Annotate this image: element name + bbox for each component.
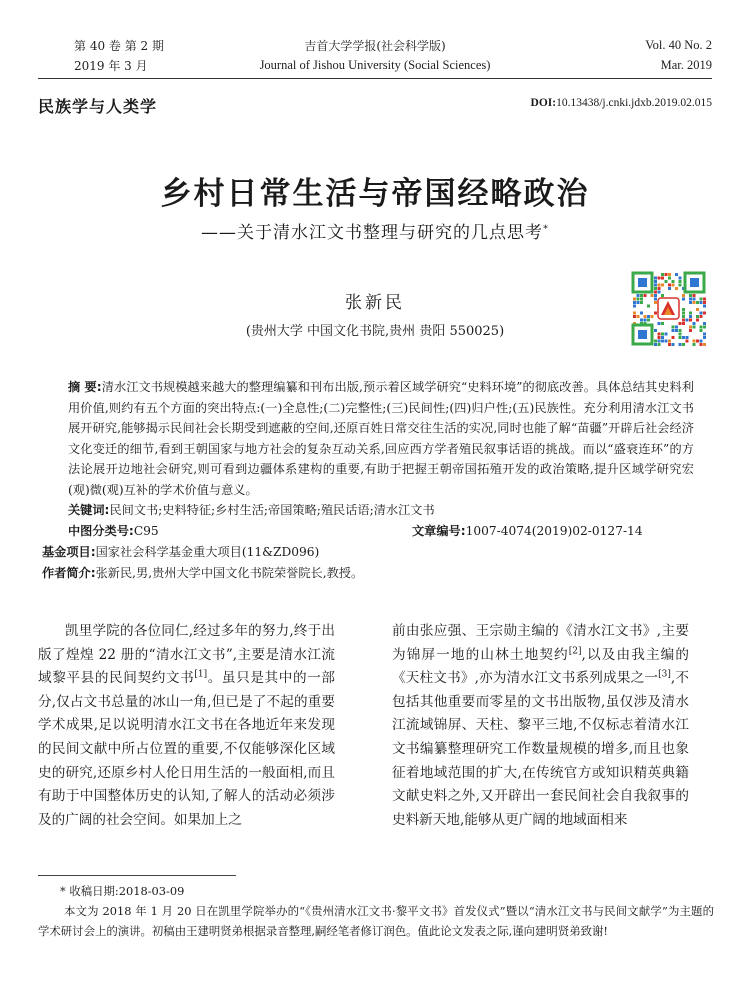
qr-module [637, 301, 640, 304]
qr-module [679, 280, 682, 283]
qr-module [665, 280, 668, 283]
qr-module [633, 312, 636, 315]
abstract-label: 摘 要: [68, 380, 102, 394]
qr-module [668, 277, 671, 280]
qr-module [703, 322, 706, 325]
qr-module [703, 305, 706, 308]
abstract [68, 377, 694, 501]
qr-module [703, 343, 706, 346]
qr-module [686, 340, 689, 343]
qr-module [682, 298, 685, 301]
qr-module [672, 343, 675, 346]
qr-module [700, 298, 703, 301]
qr-module [672, 329, 675, 332]
qr-module [703, 298, 706, 301]
qr-module [658, 284, 661, 287]
qr-module [682, 322, 685, 325]
qr-module [668, 273, 671, 276]
qr-module [668, 343, 671, 346]
qr-module [689, 312, 692, 315]
qr-module [693, 294, 696, 297]
qr-module [661, 336, 664, 339]
qr-module [703, 301, 706, 304]
qr-module [647, 319, 650, 322]
qr-module [679, 333, 682, 336]
qr-module [661, 284, 664, 287]
qr-module [647, 315, 650, 318]
date-en: Mar. 2019 [660, 58, 712, 72]
qr-module [637, 294, 640, 297]
qr-module [696, 319, 699, 322]
qr-module [654, 291, 657, 294]
qr-module [654, 280, 657, 283]
qr-code-icon [630, 270, 707, 347]
qr-module [654, 284, 657, 287]
qr-module [696, 301, 699, 304]
body-right-p3: ,不包括其他重要而零星的文书出版物,虽仅涉及清水江流域锦屏、天柱、黎平三地,不仅标志着清水江文书编纂整理研究工作数量规模的增多,而且也象征着地域范围的扩大,在传统官方或知识精英典籍文献史料之外,又开辟出一套民间社会自我叙事的史料新天地,能够从更广阔的地域面相来 [392, 670, 689, 828]
qr-module [661, 333, 664, 336]
journal-logo-icon [658, 298, 679, 319]
qr-module [654, 301, 657, 304]
abstract-text: 清水江文书规模越来越大的整理编纂和刊布出版,预示着区域学研究“史料环境”的彻底改善。具体总结其史料利用价值,则约有五个方面的突出特点:(一)全息性;(二)完整性;(三)民间性;(四)归户性;(五)民族性。充分利用清水江文书展开研究,能够揭示民间社会长期受到遮蔽的空间,还原百姓日常交往生活的实况,同时也能了解“苗疆”开辟后社会经济文化变迁的细节,看到王朝国家与地方社会的复杂互动关系,回应西方学者殖民叙事话语的挑战。而以“盛衰连环”的方法论展开边地社会研究,则可看到边疆体系建构的重要,有助于把握王朝帝国拓殖开发的政治策略,提升区域学研究宏(观)微(观)互补的学术价值与意义。 [68, 380, 694, 497]
qr-module [682, 294, 685, 297]
qr-module [658, 277, 661, 280]
header-rule [38, 78, 712, 79]
qr-module [654, 277, 657, 280]
qr-module [658, 336, 661, 339]
author-bio-text: 张新民,男,贵州大学中国文化书院荣誉院长,教授。 [95, 566, 364, 580]
qr-module [675, 273, 678, 276]
volume-en: Vol. 40 No. 2 [645, 38, 712, 52]
classification-value: C95 [133, 524, 159, 538]
qr-module [700, 329, 703, 332]
qr-module [693, 340, 696, 343]
qr-module [700, 312, 703, 315]
classification-label: 中图分类号: [68, 524, 134, 538]
qr-module [689, 329, 692, 332]
qr-module [682, 336, 685, 339]
author-bio-label: 作者简介: [42, 566, 96, 580]
article-subtitle [0, 218, 750, 243]
qr-module [682, 319, 685, 322]
footnote-note: 本文为 2018 年 1 月 20 日在凯里学院举办的“《贵州清水江文书·黎平文书》首发仪式”暨以“清水江文书与民间文献学”为主题的学术研讨会上的演讲。初稿由王建明贤弟根据录音整理,嗣经笔者修订润色。值此论文发表之际,谨向建明贤弟致谢! [38, 904, 714, 938]
author-affiliation: (贵州大学 中国文化书院,贵州 贵阳 550025) [245, 324, 505, 339]
qr-module [679, 329, 682, 332]
qr-module [689, 319, 692, 322]
qr-module [654, 343, 657, 346]
qr-module [658, 287, 661, 290]
qr-module [661, 322, 664, 325]
doi-value: 10.13438/j.cnki.jdxb.2019.02.015 [556, 97, 712, 109]
qr-module [633, 305, 636, 308]
qr-module [633, 301, 636, 304]
qr-module [689, 298, 692, 301]
author-name: 张新民 [345, 293, 405, 313]
qr-module [679, 343, 682, 346]
footnote-rule [38, 875, 236, 876]
author-bio [42, 563, 702, 584]
qr-module [675, 326, 678, 329]
qr-module [696, 315, 699, 318]
qr-module [689, 326, 692, 329]
qr-module [700, 343, 703, 346]
qr-module [703, 336, 706, 339]
subtitle-footnote-mark: * [543, 223, 549, 235]
article-number [412, 521, 702, 542]
qr-module [651, 294, 654, 297]
qr-module [633, 298, 636, 301]
qr-module [668, 284, 671, 287]
qr-module [640, 312, 643, 315]
qr-module [654, 340, 657, 343]
qr-module [703, 312, 706, 315]
qr-module [637, 298, 640, 301]
qr-module [658, 333, 661, 336]
qr-module [679, 284, 682, 287]
article-title: 乡村日常生活与帝国经略政治 [160, 176, 590, 212]
qr-module [665, 333, 668, 336]
qr-module [651, 315, 654, 318]
qr-module [682, 343, 685, 346]
qr-module [700, 301, 703, 304]
qr-module [647, 305, 650, 308]
qr-module [661, 340, 664, 343]
qr-module [665, 273, 668, 276]
qr-module [672, 336, 675, 339]
qr-module [703, 326, 706, 329]
date-cn: 2019 年 3 月 [74, 59, 148, 73]
ref-3[interactable]: [3] [658, 669, 671, 680]
qr-module [644, 319, 647, 322]
doi [440, 97, 712, 109]
classification [68, 521, 368, 542]
body-right-p1: 前由张应强、王宗勋主编的《清水江文书》,主要为锦屏一地的山林土地契约 [392, 623, 689, 663]
body-right-p2: ,以及由我主编的《天柱文书》,亦为清水江文书系列成果之一 [392, 646, 689, 687]
qr-module [682, 315, 685, 318]
article-number-value: 1007-4074(2019)02-0127-14 [465, 524, 643, 538]
qr-module [700, 326, 703, 329]
body-left-column [38, 620, 335, 832]
qr-module [637, 315, 640, 318]
body-right-column [392, 620, 689, 832]
qr-module [689, 315, 692, 318]
qr-module [689, 294, 692, 297]
qr-module [640, 298, 643, 301]
body-left-p1: 凯里学院的各位同仁,经过多年的努力,终于出版了煌煌 22 册的“清水江文书”,主要是清水江流域黎平县的民间契约文书 [38, 623, 335, 687]
qr-module [693, 322, 696, 325]
journal-title-cn: 吉首大学学报(社会科学版) [304, 39, 446, 53]
qr-module [668, 340, 671, 343]
qr-module [640, 294, 643, 297]
qr-module [693, 326, 696, 329]
qr-module [675, 287, 678, 290]
qr-module [675, 329, 678, 332]
footnote-received: * 收稿日期:2018-03-09 [60, 884, 185, 898]
ref-2[interactable]: [2] [568, 646, 582, 657]
section-label: 民族学与人类学 [38, 97, 158, 116]
subtitle-text: ——关于清水江文书整理与研究的几点思考 [201, 223, 543, 243]
qr-module [672, 280, 675, 283]
qr-module [633, 315, 636, 318]
keywords [68, 500, 694, 521]
keywords-text: 民间文书;史料特征;乡村生活;帝国策略;殖民话语;清水江文书 [109, 503, 435, 517]
qr-module [682, 312, 685, 315]
fund-label: 基金项目: [42, 545, 96, 559]
qr-module [700, 315, 703, 318]
qr-module [654, 287, 657, 290]
qr-module [679, 277, 682, 280]
keywords-label: 关键词: [68, 503, 110, 517]
qr-module [644, 294, 647, 297]
journal-title-en: Journal of Jishou University (Social Sciences) [259, 58, 491, 72]
qr-module [679, 336, 682, 339]
qr-module [658, 343, 661, 346]
qr-module [693, 298, 696, 301]
qr-module [689, 301, 692, 304]
qr-module [679, 322, 682, 325]
qr-module [644, 315, 647, 318]
qr-module [654, 329, 657, 332]
qr-module [654, 312, 657, 315]
doi-label: DOI: [530, 97, 557, 109]
qr-module [658, 322, 661, 325]
ref-1[interactable]: [1] [194, 669, 208, 680]
article-number-label: 文章编号: [412, 524, 466, 538]
qr-module [672, 326, 675, 329]
qr-module [696, 340, 699, 343]
qr-module [658, 340, 661, 343]
volume-cn: 第 40 卷 第 2 期 [74, 39, 164, 53]
qr-module [700, 340, 703, 343]
qr-module [661, 294, 664, 297]
qr-module [640, 319, 643, 322]
qr-module [654, 294, 657, 297]
qr-module [668, 287, 671, 290]
qr-module [665, 340, 668, 343]
qr-module [682, 308, 685, 311]
fund-text: 国家社会科学基金重大项目(11&ZD096) [95, 545, 320, 559]
qr-module [686, 336, 689, 339]
qr-module [686, 319, 689, 322]
qr-module [703, 333, 706, 336]
qr-module [696, 308, 699, 311]
qr-module [654, 298, 657, 301]
qr-module [640, 301, 643, 304]
qr-module [693, 301, 696, 304]
qr-module [661, 273, 664, 276]
qr-module [658, 291, 661, 294]
qr-module [661, 277, 664, 280]
fund [42, 542, 702, 563]
body-left-p2: 。虽只是其中的一部分,仅占文书总量的冰山一角,但已是了不起的重要学术成果,足以说明清水江文书在各地近年来发现的民间文献中所占位置的重要,不仅能够深化区域史的研究,还原乡村人伦日用生活的一般面相,而且有助于中国整体历史的认知,了解人的活动必须涉及的广阔的社会空间。如果加上之 [38, 670, 336, 828]
qr-module [693, 343, 696, 346]
qr-module [672, 284, 675, 287]
